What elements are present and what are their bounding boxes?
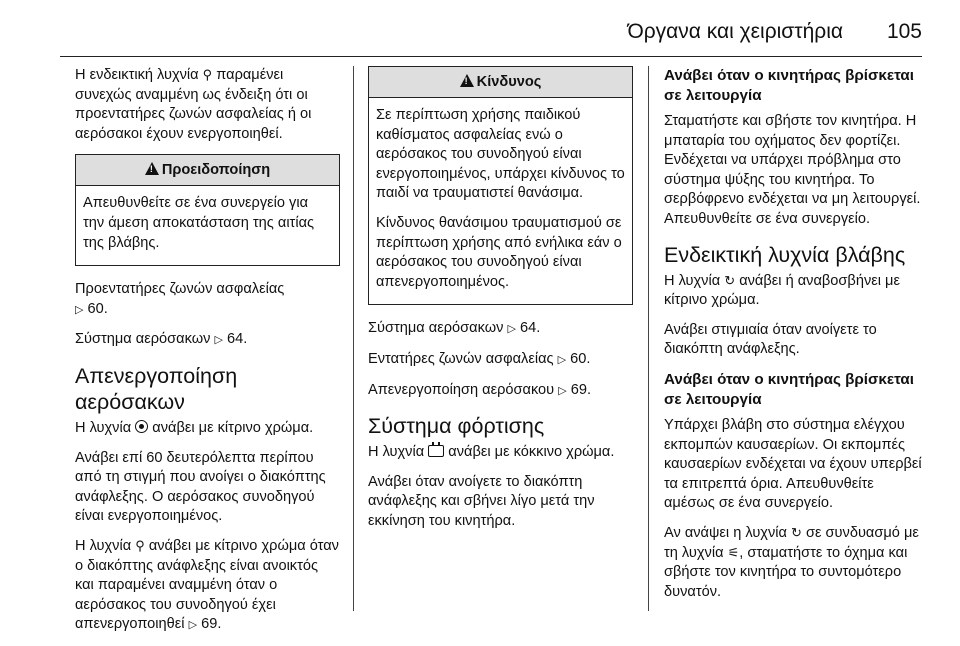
paragraph: Η ενδεικτική λυχνία ⚲ παραμένει συνεχώς αναμμένη ως ένδειξη ότι οι προεντατήρες ζωνών ασφαλείας ή οι αερόσακοι έχουν ενεργοποιηθεί. — [75, 67, 312, 142]
cross-reference[interactable]: Προεντατήρες ζωνών ασφαλείας ▷ 60. — [75, 281, 285, 317]
page-number: 105 — [886, 20, 922, 43]
header-rule — [60, 56, 922, 57]
airbag-on-icon — [135, 420, 148, 433]
danger-title: Κίνδυνος — [476, 74, 542, 90]
page-ref-icon: ▷ — [507, 323, 516, 336]
column-divider — [353, 66, 354, 611]
page-ref-icon: ▷ — [557, 353, 567, 366]
danger-box — [368, 66, 633, 305]
page-ref-icon: ▷ — [75, 303, 84, 316]
warning-text: Απευθυνθείτε σε ένα συνεργείο για την άμεση αποκατάσταση της αιτίας της βλάβης. — [83, 195, 315, 251]
preheat-icon: ⚟ — [727, 544, 740, 560]
subheading: Ανάβει όταν ο κινητήρας βρίσκεται σε λειτουργία — [664, 67, 914, 104]
danger-text: Κίνδυνος θανάσιμου τραυματισμού σε περίπτωση χρήσης από ενήλικα εάν ο αερόσακος του συνοδηγού είναι απενεργοποιημένος. — [376, 214, 622, 290]
page-header — [0, 0, 960, 56]
paragraph: Ανάβει στιγμιαία όταν ανοίγετε το διακόπτη ανάφλεξης. — [664, 321, 877, 358]
column-2 — [368, 66, 633, 542]
battery-icon — [428, 445, 444, 457]
engine-malfunction-icon: ↻ — [724, 272, 736, 288]
paragraph: Ανάβει όταν ανοίγετε το διακόπτη ανάφλεξης και σβήνει λίγο μετά την εκκίνηση του κινητήρα. — [368, 473, 595, 529]
column-1 — [75, 66, 340, 646]
cross-reference[interactable]: Απενεργοποίηση αερόσακου ▷ 69. — [368, 381, 592, 398]
seat-belt-icon: ⚲ — [202, 67, 213, 82]
airbag-off-icon: ⚲ — [135, 537, 145, 553]
page-ref-icon: ▷ — [558, 384, 567, 397]
paragraph: Υπάρχει βλάβη στο σύστημα ελέγχου εκπομπών καυσαερίων. Οι εκπομπές καυσαερίων ενδέχεται να έχουν υπερβεί τα επιτρεπτά όρια. Απευθυνθείτε αμέσως σε ένα συνεργείο. — [664, 416, 922, 512]
column-3 — [664, 66, 926, 612]
warning-triangle-icon — [145, 162, 159, 175]
paragraph: Η λυχνία ανάβει με κόκκινο χρώμα. — [368, 444, 615, 461]
section-heading: Ενδεικτική λυχνία βλάβης — [664, 242, 906, 267]
subheading: Ανάβει όταν ο κινητήρας βρίσκεται σε λειτουργία — [664, 370, 914, 408]
warning-title: Προειδοποίηση — [161, 162, 271, 179]
paragraph: Η λυχνία ↻ ανάβει ή αναβοσβήνει με κίτρινο χρώμα. — [664, 272, 900, 309]
paragraph: Η λυχνία ανάβει με κίτρινο χρώμα. — [75, 419, 314, 436]
page-ref-icon: ▷ — [188, 619, 198, 632]
paragraph: Ανάβει επί 60 δευτερόλεπτα περίπου από τη στιγμή που ανοίγει ο διακόπτης ανάφλεξης. Ο αερόσακος συνοδηγού είναι ενεργοποιημένος. — [75, 449, 326, 525]
page-ref-icon: ▷ — [214, 334, 223, 347]
warning-box — [75, 154, 340, 266]
cross-reference[interactable]: Σύστημα αερόσακων ▷ 64. — [75, 331, 248, 348]
section-heading: Σύστημα φόρτισης — [368, 414, 545, 439]
section-heading: Απενεργοποίηση αερόσακων — [75, 363, 238, 414]
danger-text: Σε περίπτωση χρήσης παιδικού καθίσματος ασφαλείας ενώ ο αερόσακος του συνοδηγού είναι ενεργοποιημένος, υπάρχει κίνδυνος το παιδί να τραυματιστεί θανάσιμα. — [376, 107, 625, 202]
cross-reference[interactable]: Εντατήρες ζωνών ασφαλείας ▷ 60. — [368, 350, 591, 367]
page-title: Όργανα και χειριστήρια — [627, 20, 843, 43]
danger-triangle-icon — [460, 74, 474, 87]
paragraph: Η λυχνία ⚲ ανάβει με κίτρινο χρώμα όταν ο διακόπτης ανάφλεξης είναι ανοικτός και παραμένει αναμμένη όταν ο αερόσακος του συνοδηγού έχει απενεργοποιηθεί ▷ 69. — [75, 537, 339, 633]
paragraph: Αν ανάψει η λυχνία ↻ σε συνδυασμό με τη λυχνία ⚟, σταματήστε το όχημα και σβήστε τον κινητήρα το συντομότερο δυνατόν. — [664, 524, 919, 600]
paragraph: Σταματήστε και σβήστε τον κινητήρα. Η μπαταρία του οχήματος δεν φορτίζει. Ενδέχεται να υπάρχει πρόβλημα στο σύστημα ψύξης του κινητήρα. Το σερβόφρενο ενδέχεται να μη λειτουργεί. Απευθυνθείτε σε ένα συνεργείο. — [664, 113, 921, 227]
column-divider — [648, 66, 649, 611]
engine-malfunction-icon: ↻ — [791, 524, 802, 540]
cross-reference[interactable]: Σύστημα αερόσακων ▷ 64. — [368, 320, 541, 337]
